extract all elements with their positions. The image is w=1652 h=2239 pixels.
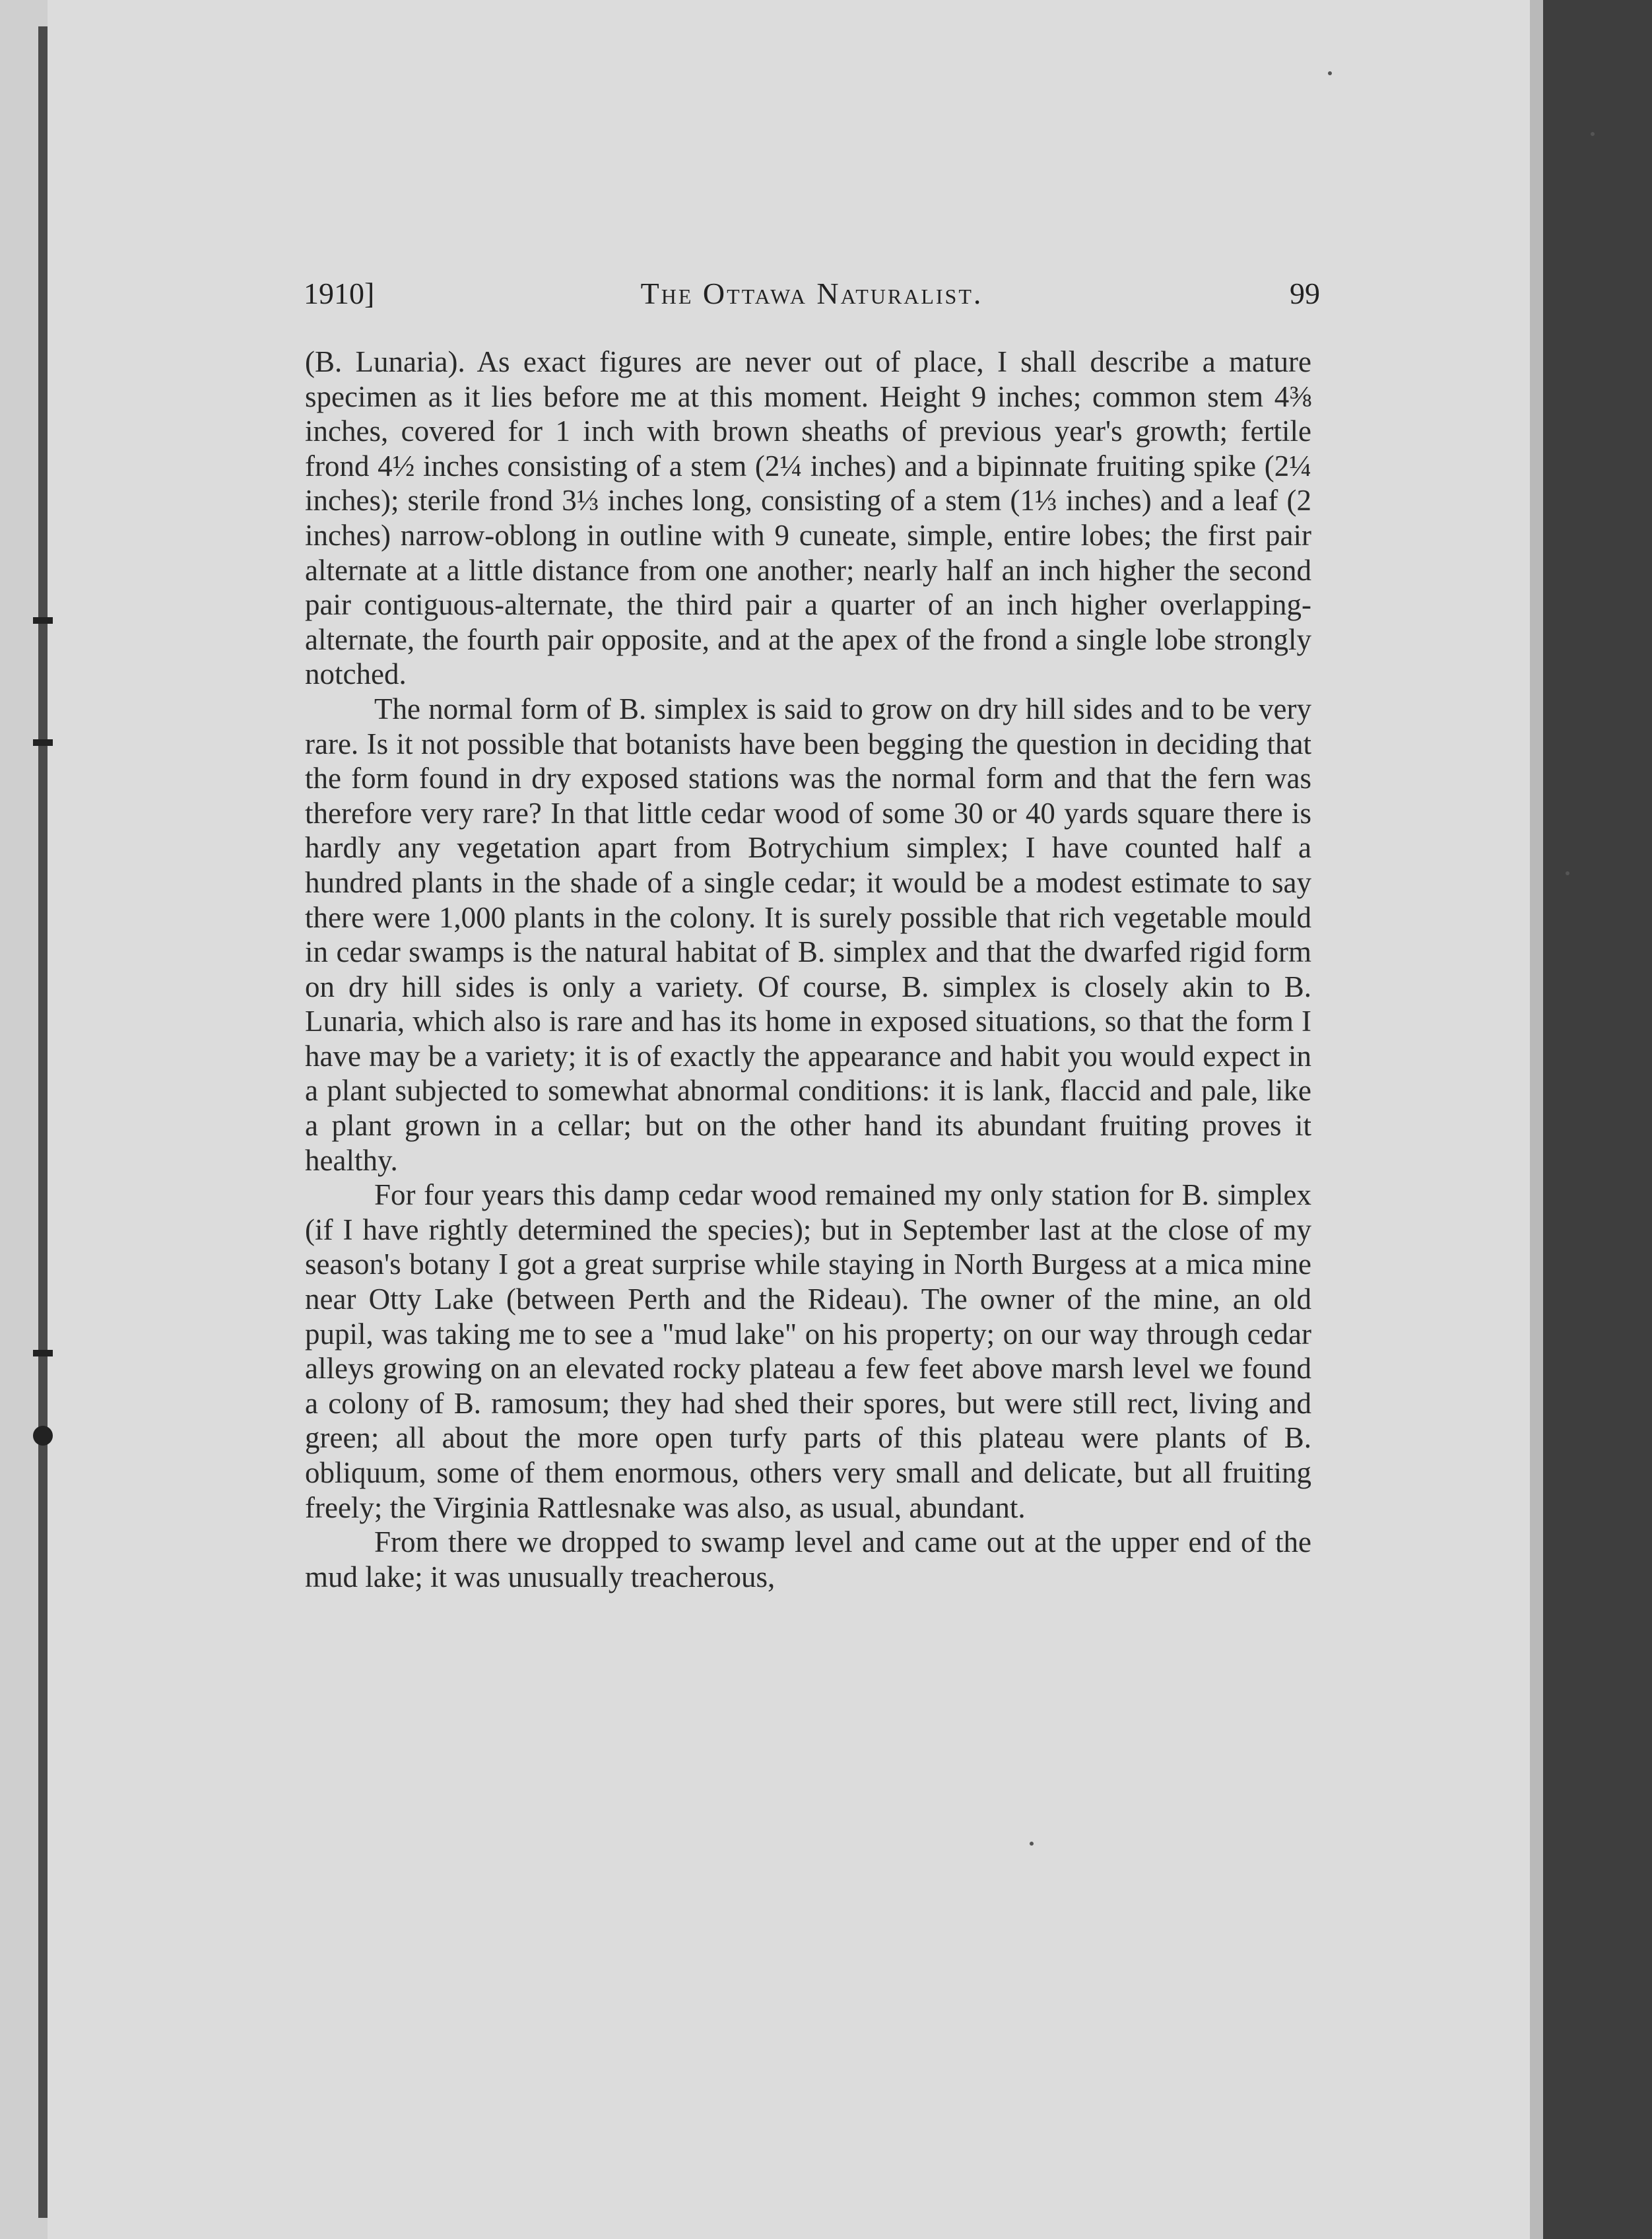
gutter-mark (33, 739, 53, 746)
gutter-mark (33, 617, 53, 624)
article-body (305, 345, 1311, 1594)
gutter-mark (33, 1426, 53, 1446)
scan-speck (1591, 132, 1595, 136)
scan-speck (1566, 871, 1569, 875)
scan-speck (1030, 1842, 1034, 1846)
paragraph-1: (B. Lunaria). As exact figures are never out of place, I shall describe a mature specimen as it lies before me at this moment. Height 9 inches; common stem 4⅜ inches, covered for 1 inch with brown sheaths of previous year's growth; fertile frond 4½ inches consisting of a stem (2¼ inches) and a bipinnate fruiting spike (2¼ inches); sterile frond 3⅓ inches long, consisting of a stem (1⅓ inches) and a leaf (2 inches) narrow-oblong in outline with 9 cuneate, simple, entire lobes; the first pair alternate at a little distance from one another; nearly half an inch higher the second pair contiguous-alternate, the third pair a quarter of an inch higher overlapping-alternate, the fourth pair opposite, and at the apex of the frond a single lobe strongly notched. (305, 345, 1311, 691)
journal-title: The Ottawa Naturalist. (640, 277, 983, 310)
binding-gutter (38, 26, 48, 2218)
paragraph-3: For four years this damp cedar wood remained my only station for B. simplex (if I have rightly determined the species); but in September last at the close of my season's botany I got a great surprise while staying in North Burgess at a mica mine near Otty Lake (between Perth and the Rideau). The owner of the mine, an old pupil, was taking me to see a "mud lake" on his property; on our way through cedar alleys growing on an elevated rocky plateau a few feet above marsh level we found a colony of B. ramosum; they had shed their spores, but were still rect, living and green; all about the more open turfy parts of this plateau were plants of B. obliquum, some of them enormous, others very small and delicate, but all fruiting freely; the Virginia Rattlesnake was also, as usual, abundant. (305, 1178, 1311, 1524)
paragraph-4: From there we dropped to swamp level and came out at the upper end of the mud lake; it was unusually treacherous, (305, 1525, 1311, 1593)
dark-background-edge (1543, 0, 1652, 2239)
page-edge-shadow (1530, 0, 1544, 2239)
scan-speck (1328, 71, 1332, 75)
header-year: 1910] (304, 277, 375, 310)
paragraph-2: The normal form of B. simplex is said to grow on dry hill sides and to be very rare. Is it not possible that botanists have been begging the question in deciding that the form found in dry exposed stations was the normal form and that the fern was therefore very rare? In that little cedar wood of some 30 or 40 yards square there is hardly any vegetation apart from Botrychium simplex; I have counted half a hundred plants in the shade of a single cedar; it would be a modest estimate to say there were 1,000 plants in the colony. It is surely possible that rich vegetable mould in cedar swamps is the natural habitat of B. simplex and that the dwarfed rigid form on dry hill sides is only a variety. Of course, B. simplex is closely akin to B. Lunaria, which also is rare and has its home in exposed situations, so that the form I have may be a variety; it is of exactly the appearance and habit you would expect in a plant subjected to somewhat abnormal conditions: it is lank, flaccid and pale, like a plant grown in a cellar; but on the other hand its abundant fruiting proves it healthy. (305, 692, 1311, 1177)
page-number: 99 (1290, 277, 1320, 310)
gutter-mark (33, 1350, 53, 1356)
running-header (304, 276, 1320, 322)
